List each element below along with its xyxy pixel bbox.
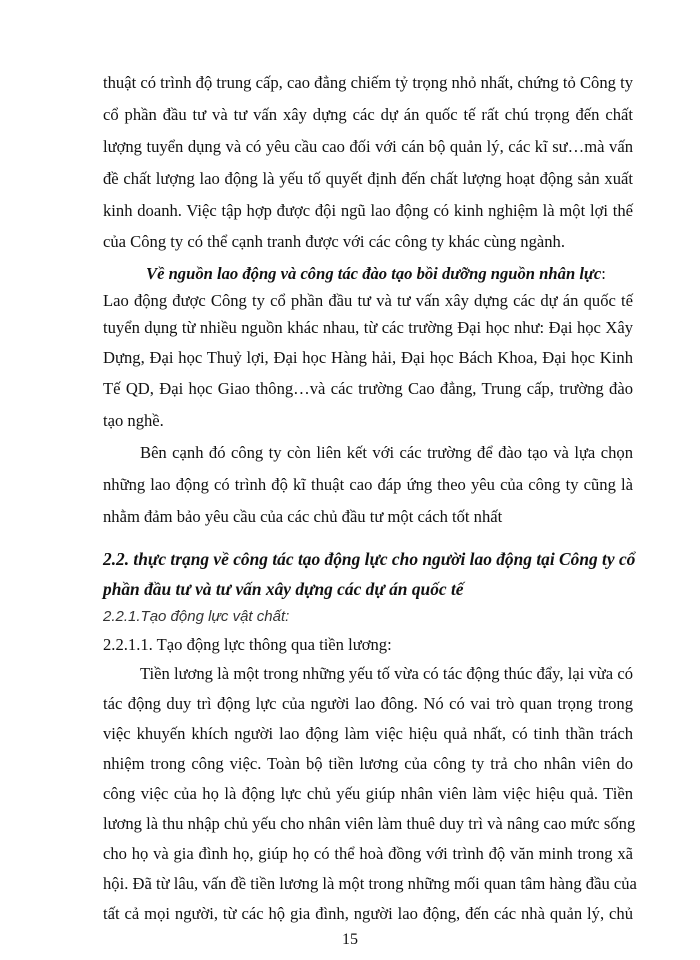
text-line: tác động duy trì động lực của người lao đông. Nó có vai trò quan trọng trong	[103, 694, 633, 713]
text-line: Bên cạnh đó công ty còn liên kết với các trường để đào tạo và lựa chọn	[140, 443, 633, 462]
subheading-text: Về nguồn lao động và công tác đào tạo bồi dưỡng nguồn nhân lực	[146, 264, 602, 283]
heading-line: 2.2. thực trạng về công tác tạo động lực cho người lao động tại Công ty cổ	[103, 549, 636, 569]
text-line: thuật có trình độ trung cấp, cao đẳng chiếm tỷ trọng nhỏ nhất, chứng tỏ Công ty	[103, 73, 633, 92]
text-line: lượng tuyển dụng và có yêu cầu cao đối với cán bộ quản lý, các kĩ sư…mà vấn	[103, 137, 633, 156]
text-line: lương là thu nhập chủ yếu cho nhân viên làm thuê duy trì và nâng cao mức sống	[103, 814, 636, 833]
text-line: tất cả mọi người, từ các hộ gia đình, người lao động, đến các nhà quản lý, chủ	[103, 904, 633, 923]
text-line: việc khuyến khích người lao động làm việc hiệu quả nhất, có tinh thần trách	[103, 724, 633, 743]
text-line: Dựng, Đại học Thuỷ lợi, Đại học Hàng hải, Đại học Bách Khoa, Đại học Kinh	[103, 348, 633, 367]
text-line: của Công ty có thể cạnh tranh được với các công ty khác cùng ngành.	[103, 232, 565, 251]
subheading-colon: :	[601, 264, 606, 283]
text-line: cổ phần đầu tư và tư vấn xây dựng các dự án quốc tế rất chú trọng đến chất	[103, 105, 633, 124]
text-line: những lao động có trình độ kĩ thuật cao đáp ứng theo yêu của công ty cũng là	[103, 475, 633, 494]
page-number: 15	[342, 931, 358, 948]
text-line: nhằm đảm bảo yêu cầu của các chủ đầu tư một cách tốt nhất	[103, 507, 503, 526]
text-line: cho họ và gia đình họ, giúp họ có thể hoà đồng với trình độ văn minh trong xã	[103, 844, 633, 863]
subsubsection-heading-2-2-1-1: 2.2.1.1. Tạo động lực thông qua tiền lương:	[103, 635, 392, 654]
text-line: nhiệm trong công việc. Toàn bộ tiền lương của công ty trả cho nhân viên do	[103, 754, 633, 773]
text-line: tuyển dụng từ nhiều nguồn khác nhau, từ các trường Đại học như: Đại học Xây	[103, 318, 633, 337]
text-line: Tế QD, Đại học Giao thông…và các trường Cao đẳng, Trung cấp, trường đào	[103, 379, 633, 398]
subheading-labor-source	[146, 263, 633, 285]
text-line: tạo nghề.	[103, 411, 164, 430]
text-line: Tiền lương là một trong những yếu tố vừa có tác động thúc đẩy, lại vừa có	[140, 664, 633, 683]
text-line: công việc của họ là động lực chủ yếu giúp nhân viên làm việc hiệu quả. Tiền	[103, 784, 633, 803]
text-line: hội. Đã từ lâu, vấn đề tiền lương là một trong những mối quan tâm hàng đầu của	[103, 874, 637, 893]
text-line: Lao động được Công ty cổ phần đầu tư và tư vấn xây dựng các dự án quốc tế	[103, 291, 633, 310]
text-line: đề chất lượng lao động là yếu tố quyết định đến chất lượng hoạt động sản xuất	[103, 169, 633, 188]
heading-line: phần đầu tư và tư vấn xây dựng các dự án quốc tế	[103, 579, 464, 599]
subsection-heading-2-2-1: 2.2.1.Tạo động lực vật chất:	[103, 608, 290, 625]
text-line: kinh doanh. Việc tập hợp được đội ngũ lao động có kinh nghiệm là một lợi thế	[103, 201, 633, 220]
